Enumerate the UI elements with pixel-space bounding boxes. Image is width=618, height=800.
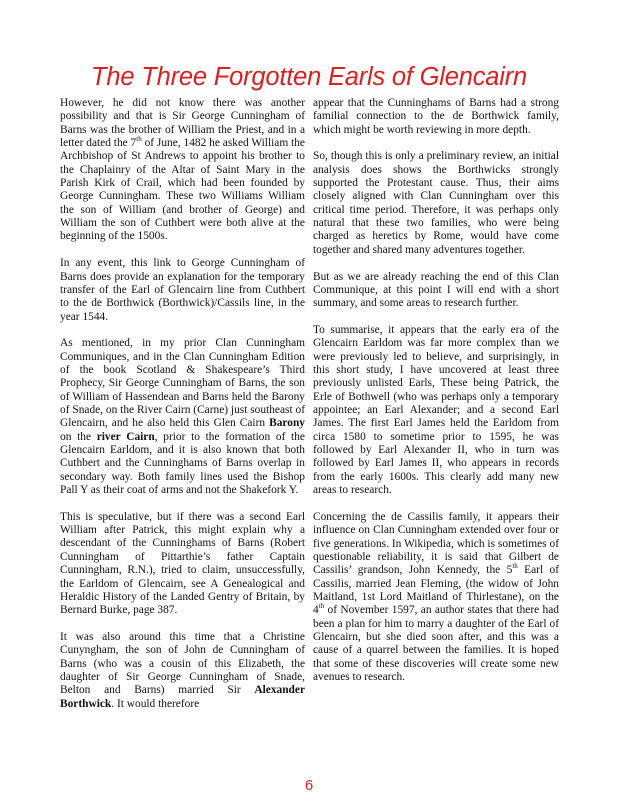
body-paragraph: So, though this is only a preliminary review, an initial analysis does shows the Borthwicks strongly supported the Protestant cause. Thus, their aims closely aligned with Clan Cunningham over this critical time period. Therefore, it was perhaps only natural that these two families, who were being charged as heretics by Rome, would have come together and shared many adventures together.	[313, 150, 559, 256]
left-column	[60, 97, 305, 711]
body-paragraph: This is speculative, but if there was a second Earl William after Patrick, this might explain why a descendant of the Cunninghams of Barns (Robert Cunningham of Pittarthie’s father Captain Cunningham, R.N.), tried to claim, unsuccessfully, the Earldom of Glencairn, see A Genealogical and Heraldic History of the Landed Gentry of Britain, by Bernard Burke, page 387.	[60, 510, 305, 617]
page-number: 6	[304, 777, 314, 794]
body-paragraph: As mentioned, in my prior Clan Cunningham Communiques, and in the Clan Cunningham Edition of the book Scotland & Shakespeare’s Third Prophecy, Sir George Cunningham of Barns, the son of William of Hassendean and Barns held the Barony of Snade, on the River Cairn (Carne) just southeast of Glencairn, and he also held this Glen Cairn Barony on the river Cairn, prior to the formation of the Glencairn Earldom, and it is also known that both Cuthbert and the Cunninghams of Barns overlap in secondary way. Both family lines used the Bishop Pall Y as their coat of arms and not the Shakefork Y.	[60, 337, 305, 497]
body-paragraph: To summarise, it appears that the early era of the Glencairn Earldom was far more complex than we were previously led to believe, and surprisingly, in this short study, I have uncovered at least three previously unlisted Earls, These being Patrick, the Erle of Bothwell (who was perhaps only a temporary appointee; an Earl Alexander; and a second Earl James. The first Earl James held the Earldom from circa 1580 to sometime prior to 1595, he was followed by Earl Alexander II, who in turn was followed by Earl James II, who appears in records from the early 1600s. This clearly add many new areas to research.	[313, 323, 559, 497]
body-paragraph: But as we are already reaching the end of this Clan Communique, at this point I will end with a short summary, and some areas to research further.	[313, 270, 559, 310]
body-paragraph: Concerning the de Cassilis family, it appears their influence on Clan Cunningham extended over four or five generations. In Wikipedia, which is sometimes of questionable reliability, it is said that Gilbert de Cassilis’ grandson, John Kennedy, the 5th Earl of Cassilis, married Jean Fleming, (the widow of John Maitland, 1st Lord Maitland of Thirlestane), on the 4th of November 1597, an author states that there had been a plan for him to marry a daughter of the Earl of Glencairn, but she died soon after, and this was a cause of a quarrel between the families. It is hoped that some of these discoveries will create some new avenues to research.	[313, 510, 560, 683]
bold-term-barony: Barony	[269, 417, 305, 430]
body-paragraph: appear that the Cunninghams of Barns had a strong familial connection to the de Borthwick family, which might be worth reviewing in more depth.	[313, 97, 559, 136]
bold-term-river-cairn: river Cairn	[96, 430, 155, 443]
page-title: The Three Forgotten Earls of Glencairn	[90, 63, 528, 91]
body-paragraph: In any event, this link to George Cunningham of Barns does provide an explanation for the temporary transfer of the Earl of Glencairn line from Cuthbert to the de Borthwick (Borthwick)/Cassils line, in the year 1544.	[60, 257, 305, 323]
right-column	[313, 97, 559, 684]
body-paragraph: However, he did not know there was another possibility and that is Sir George Cunningham of Barns was the brother of William the Priest, and in a letter dated the 7th of June, 1482 he asked William the Archbishop of St Andrews to appoint his brother to the Chaplainry of the Altar of Saint Mary in the Parish Kirk of Crail, which had been founded by George Cunningham. These two Williams William the son of William (and brother of George) and William the son of Cuthbert were both alive at the beginning of the 1500s.	[60, 97, 305, 243]
bold-term-alexander-borthwick: Alexander Borthwick	[60, 684, 305, 710]
body-paragraph: It was also around this time that a Christine Cunyngham, the son of John de Cunningham of Barns (who was a cousin of this Elizabeth, the daughter of Sir George Cunningham of Snade, Belton and Barns) married Sir Alexander Borthwick. It would therefore	[60, 630, 305, 710]
